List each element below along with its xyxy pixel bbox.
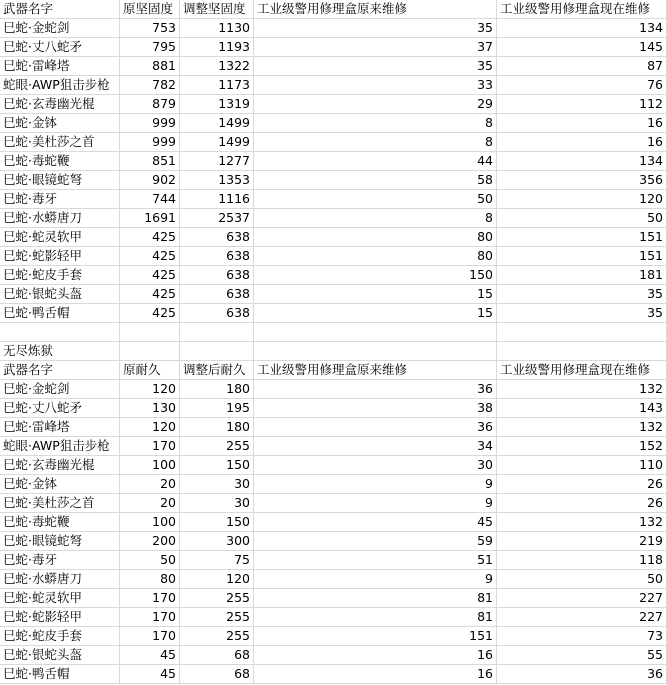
- value-cell[interactable]: 36: [497, 665, 667, 684]
- value-cell[interactable]: 180: [180, 418, 254, 437]
- value-cell[interactable]: 30: [254, 456, 497, 475]
- weapon-name-cell[interactable]: 巳蛇·蛇影轻甲: [0, 608, 120, 627]
- weapon-name-cell[interactable]: 巳蛇·蛇皮手套: [0, 266, 120, 285]
- value-cell[interactable]: 120: [180, 570, 254, 589]
- column-header[interactable]: 工业级警用修理盒原来维修: [254, 0, 497, 19]
- value-cell[interactable]: 638: [180, 247, 254, 266]
- weapon-name-cell[interactable]: 巳蛇·金钵: [0, 475, 120, 494]
- value-cell[interactable]: 151: [497, 228, 667, 247]
- value-cell[interactable]: 132: [497, 380, 667, 399]
- empty-cell[interactable]: [180, 342, 254, 361]
- value-cell[interactable]: 87: [497, 57, 667, 76]
- value-cell[interactable]: 8: [254, 133, 497, 152]
- column-header[interactable]: 调整坚固度: [180, 0, 254, 19]
- value-cell[interactable]: 16: [497, 133, 667, 152]
- value-cell[interactable]: 68: [180, 665, 254, 684]
- value-cell[interactable]: 8: [254, 114, 497, 133]
- value-cell[interactable]: 26: [497, 475, 667, 494]
- weapon-name-cell[interactable]: 巳蛇·水蟒唐刀: [0, 570, 120, 589]
- value-cell[interactable]: 638: [180, 304, 254, 323]
- table-row: [0, 570, 667, 589]
- column-header[interactable]: 工业级警用修理盒现在维修: [497, 0, 667, 19]
- value-cell[interactable]: 9: [254, 570, 497, 589]
- weapon-name-cell[interactable]: 巳蛇·蛇灵软甲: [0, 228, 120, 247]
- weapon-name-cell[interactable]: 巳蛇·鸭舌帽: [0, 665, 120, 684]
- value-cell[interactable]: 9: [254, 475, 497, 494]
- table-row: [0, 513, 667, 532]
- value-cell[interactable]: 902: [120, 171, 180, 190]
- value-cell[interactable]: 100: [120, 513, 180, 532]
- value-cell[interactable]: 2537: [180, 209, 254, 228]
- value-cell[interactable]: 45: [254, 513, 497, 532]
- value-cell[interactable]: 143: [497, 399, 667, 418]
- value-cell[interactable]: 112: [497, 95, 667, 114]
- value-cell[interactable]: 59: [254, 532, 497, 551]
- value-cell[interactable]: 100: [120, 456, 180, 475]
- value-cell[interactable]: 37: [254, 38, 497, 57]
- table-row: [0, 57, 667, 76]
- value-cell[interactable]: 120: [120, 380, 180, 399]
- weapon-name-cell[interactable]: 巳蛇·玄毒幽光棍: [0, 456, 120, 475]
- value-cell[interactable]: 75: [180, 551, 254, 570]
- table-row: [0, 627, 667, 646]
- value-cell[interactable]: 120: [120, 418, 180, 437]
- empty-cell[interactable]: [497, 342, 667, 361]
- value-cell[interactable]: 35: [497, 285, 667, 304]
- table-row: [0, 114, 667, 133]
- value-cell[interactable]: 50: [497, 209, 667, 228]
- empty-cell[interactable]: [180, 323, 254, 342]
- value-cell[interactable]: 1130: [180, 19, 254, 38]
- column-header[interactable]: 工业级警用修理盒原来维修: [254, 361, 497, 380]
- value-cell[interactable]: 255: [180, 589, 254, 608]
- value-cell[interactable]: 29: [254, 95, 497, 114]
- value-cell[interactable]: 110: [497, 456, 667, 475]
- weapon-name-cell[interactable]: 巳蛇·美杜莎之首: [0, 494, 120, 513]
- value-cell[interactable]: 130: [120, 399, 180, 418]
- table-row: [0, 551, 667, 570]
- column-header[interactable]: 调整后耐久: [180, 361, 254, 380]
- weapon-name-cell[interactable]: 巳蛇·毒牙: [0, 551, 120, 570]
- value-cell[interactable]: 753: [120, 19, 180, 38]
- value-cell[interactable]: 68: [180, 646, 254, 665]
- value-cell[interactable]: 134: [497, 19, 667, 38]
- column-header[interactable]: 武器名字: [0, 0, 120, 19]
- table-row: [0, 171, 667, 190]
- value-cell[interactable]: 35: [497, 304, 667, 323]
- value-cell[interactable]: 795: [120, 38, 180, 57]
- weapon-name-cell[interactable]: 巳蛇·玄毒幽光棍: [0, 95, 120, 114]
- weapon-name-cell[interactable]: 巳蛇·金蛇剑: [0, 380, 120, 399]
- value-cell[interactable]: 120: [497, 190, 667, 209]
- value-cell[interactable]: 999: [120, 114, 180, 133]
- weapon-name-cell[interactable]: 巳蛇·水蟒唐刀: [0, 209, 120, 228]
- value-cell[interactable]: 34: [254, 437, 497, 456]
- table-row: [0, 437, 667, 456]
- value-cell[interactable]: 170: [120, 608, 180, 627]
- table-row: [0, 285, 667, 304]
- value-cell[interactable]: 300: [180, 532, 254, 551]
- value-cell[interactable]: 425: [120, 266, 180, 285]
- value-cell[interactable]: 255: [180, 437, 254, 456]
- value-cell[interactable]: 638: [180, 285, 254, 304]
- value-cell[interactable]: 81: [254, 608, 497, 627]
- weapon-name-cell[interactable]: 巳蛇·银蛇头盔: [0, 646, 120, 665]
- value-cell[interactable]: 255: [180, 627, 254, 646]
- section-title[interactable]: 无尽炼狱: [0, 342, 120, 361]
- value-cell[interactable]: 16: [254, 665, 497, 684]
- value-cell[interactable]: 15: [254, 285, 497, 304]
- value-cell[interactable]: 638: [180, 266, 254, 285]
- value-cell[interactable]: 200: [120, 532, 180, 551]
- value-cell[interactable]: 15: [254, 304, 497, 323]
- table-row: [0, 646, 667, 665]
- table-row: [0, 608, 667, 627]
- value-cell[interactable]: 1173: [180, 76, 254, 95]
- value-cell[interactable]: 151: [254, 627, 497, 646]
- value-cell[interactable]: 356: [497, 171, 667, 190]
- value-cell[interactable]: 81: [254, 589, 497, 608]
- empty-cell[interactable]: [0, 323, 120, 342]
- value-cell[interactable]: 425: [120, 285, 180, 304]
- value-cell[interactable]: 20: [120, 494, 180, 513]
- weapon-name-cell[interactable]: 巳蛇·眼镜蛇弩: [0, 532, 120, 551]
- table-row: [0, 247, 667, 266]
- weapon-name-cell[interactable]: 巳蛇·银蛇头盔: [0, 285, 120, 304]
- weapon-name-cell[interactable]: 巳蛇·蛇皮手套: [0, 627, 120, 646]
- value-cell[interactable]: 170: [120, 437, 180, 456]
- value-cell[interactable]: 150: [180, 513, 254, 532]
- value-cell[interactable]: 150: [180, 456, 254, 475]
- value-cell[interactable]: 999: [120, 133, 180, 152]
- value-cell[interactable]: 118: [497, 551, 667, 570]
- value-cell[interactable]: 219: [497, 532, 667, 551]
- value-cell[interactable]: 8: [254, 209, 497, 228]
- value-cell[interactable]: 76: [497, 76, 667, 95]
- value-cell[interactable]: 152: [497, 437, 667, 456]
- column-header[interactable]: 工业级警用修理盒现在维修: [497, 361, 667, 380]
- table-row: [0, 38, 667, 57]
- value-cell[interactable]: 16: [497, 114, 667, 133]
- weapon-name-cell[interactable]: 巳蛇·蛇影轻甲: [0, 247, 120, 266]
- weapon-name-cell[interactable]: 巳蛇·雷峰塔: [0, 418, 120, 437]
- value-cell[interactable]: 30: [180, 475, 254, 494]
- column-header[interactable]: 原耐久: [120, 361, 180, 380]
- value-cell[interactable]: 50: [254, 190, 497, 209]
- empty-cell[interactable]: [254, 323, 497, 342]
- value-cell[interactable]: 20: [120, 475, 180, 494]
- table-row: [0, 665, 667, 684]
- value-cell[interactable]: 51: [254, 551, 497, 570]
- value-cell[interactable]: 1193: [180, 38, 254, 57]
- value-cell[interactable]: 150: [254, 266, 497, 285]
- value-cell[interactable]: 145: [497, 38, 667, 57]
- value-cell[interactable]: 181: [497, 266, 667, 285]
- column-header[interactable]: 武器名字: [0, 361, 120, 380]
- value-cell[interactable]: 16: [254, 646, 497, 665]
- table-row: [0, 399, 667, 418]
- value-cell[interactable]: 881: [120, 57, 180, 76]
- table-row: [0, 456, 667, 475]
- column-header[interactable]: 原坚固度: [120, 0, 180, 19]
- value-cell[interactable]: 879: [120, 95, 180, 114]
- value-cell[interactable]: 255: [180, 608, 254, 627]
- value-cell[interactable]: 425: [120, 247, 180, 266]
- table-row: [0, 152, 667, 171]
- table-row: [0, 532, 667, 551]
- value-cell[interactable]: 1691: [120, 209, 180, 228]
- weapon-name-cell[interactable]: 蛇眼·AWP狙击步枪: [0, 437, 120, 456]
- value-cell[interactable]: 80: [254, 228, 497, 247]
- value-cell[interactable]: 425: [120, 304, 180, 323]
- value-cell[interactable]: 170: [120, 627, 180, 646]
- value-cell[interactable]: 195: [180, 399, 254, 418]
- weapon-name-cell[interactable]: 巳蛇·毒蛇鞭: [0, 513, 120, 532]
- value-cell[interactable]: 151: [497, 247, 667, 266]
- table-row: [0, 589, 667, 608]
- section-title-row: [0, 342, 667, 361]
- table-row: [0, 304, 667, 323]
- value-cell[interactable]: 1499: [180, 133, 254, 152]
- blank-row: [0, 323, 667, 342]
- table2-header-row: [0, 361, 667, 380]
- table-row: [0, 19, 667, 38]
- table-row: [0, 228, 667, 247]
- table-row: [0, 475, 667, 494]
- table-row: [0, 418, 667, 437]
- value-cell[interactable]: 35: [254, 19, 497, 38]
- value-cell[interactable]: 73: [497, 627, 667, 646]
- weapon-name-cell[interactable]: 巳蛇·眼镜蛇弩: [0, 171, 120, 190]
- weapon-name-cell[interactable]: 巳蛇·丈八蛇矛: [0, 399, 120, 418]
- value-cell[interactable]: 58: [254, 171, 497, 190]
- table1-header-row: [0, 0, 667, 19]
- weapon-name-cell[interactable]: 巳蛇·雷峰塔: [0, 57, 120, 76]
- value-cell[interactable]: 45: [120, 646, 180, 665]
- value-cell[interactable]: 132: [497, 513, 667, 532]
- value-cell[interactable]: 30: [180, 494, 254, 513]
- value-cell[interactable]: 744: [120, 190, 180, 209]
- value-cell[interactable]: 45: [120, 665, 180, 684]
- value-cell[interactable]: 1319: [180, 95, 254, 114]
- table-row: [0, 76, 667, 95]
- weapon-name-cell[interactable]: 巳蛇·蛇灵软甲: [0, 589, 120, 608]
- value-cell[interactable]: 35: [254, 57, 497, 76]
- value-cell[interactable]: 33: [254, 76, 497, 95]
- value-cell[interactable]: 1353: [180, 171, 254, 190]
- value-cell[interactable]: 44: [254, 152, 497, 171]
- table-row: [0, 266, 667, 285]
- value-cell[interactable]: 50: [120, 551, 180, 570]
- weapon-name-cell[interactable]: 巳蛇·毒蛇鞭: [0, 152, 120, 171]
- table-row: [0, 190, 667, 209]
- empty-cell[interactable]: [120, 323, 180, 342]
- empty-cell[interactable]: [254, 342, 497, 361]
- value-cell[interactable]: 9: [254, 494, 497, 513]
- value-cell[interactable]: 38: [254, 399, 497, 418]
- empty-cell[interactable]: [497, 323, 667, 342]
- value-cell[interactable]: 1277: [180, 152, 254, 171]
- weapon-name-cell[interactable]: 巳蛇·金钵: [0, 114, 120, 133]
- value-cell[interactable]: 227: [497, 589, 667, 608]
- value-cell[interactable]: 1322: [180, 57, 254, 76]
- value-cell[interactable]: 134: [497, 152, 667, 171]
- table-row: [0, 494, 667, 513]
- value-cell[interactable]: 851: [120, 152, 180, 171]
- value-cell[interactable]: 1116: [180, 190, 254, 209]
- value-cell[interactable]: 132: [497, 418, 667, 437]
- weapon-name-cell[interactable]: 巳蛇·金蛇剑: [0, 19, 120, 38]
- weapon-name-cell[interactable]: 巳蛇·美杜莎之首: [0, 133, 120, 152]
- weapon-name-cell[interactable]: 巳蛇·鸭舌帽: [0, 304, 120, 323]
- value-cell[interactable]: 782: [120, 76, 180, 95]
- weapon-name-cell[interactable]: 巳蛇·毒牙: [0, 190, 120, 209]
- value-cell[interactable]: 36: [254, 380, 497, 399]
- table-row: [0, 95, 667, 114]
- value-cell[interactable]: 227: [497, 608, 667, 627]
- weapon-name-cell[interactable]: 巳蛇·丈八蛇矛: [0, 38, 120, 57]
- value-cell[interactable]: 80: [120, 570, 180, 589]
- table-row: [0, 380, 667, 399]
- value-cell[interactable]: 80: [254, 247, 497, 266]
- value-cell[interactable]: 26: [497, 494, 667, 513]
- value-cell[interactable]: 50: [497, 570, 667, 589]
- table-row: [0, 209, 667, 228]
- value-cell[interactable]: 55: [497, 646, 667, 665]
- value-cell[interactable]: 638: [180, 228, 254, 247]
- table-row: [0, 133, 667, 152]
- value-cell[interactable]: 425: [120, 228, 180, 247]
- value-cell[interactable]: 1499: [180, 114, 254, 133]
- value-cell[interactable]: 36: [254, 418, 497, 437]
- value-cell[interactable]: 170: [120, 589, 180, 608]
- empty-cell[interactable]: [120, 342, 180, 361]
- value-cell[interactable]: 180: [180, 380, 254, 399]
- weapon-name-cell[interactable]: 蛇眼·AWP狙击步枪: [0, 76, 120, 95]
